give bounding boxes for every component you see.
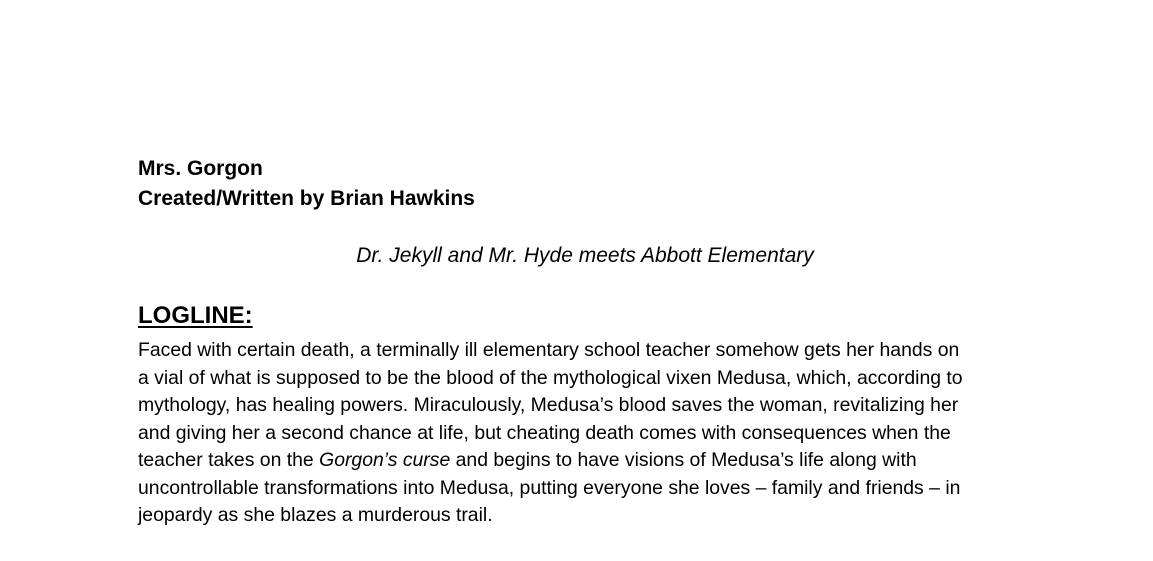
logline-line: mythology, has healing powers. Miraculously, Medusa’s blood saves the woman, revitalizing her — [138, 394, 959, 416]
logline-line: a vial of what is supposed to be the blood of the mythological vixen Medusa, which, according to — [138, 366, 963, 389]
logline-emphasis: Gorgon’s curse — [319, 449, 451, 471]
logline-line: jeopardy as she blazes a murderous trail. — [138, 504, 493, 526]
logline-line — [138, 447, 1038, 475]
document-title: Mrs. Gorgon — [138, 157, 263, 180]
logline-text: teacher takes on the — [138, 449, 320, 471]
logline-paragraph — [138, 337, 1038, 530]
tagline: Dr. Jekyll and Mr. Hyde meets Abbott Elementary — [356, 244, 814, 267]
title-block — [138, 154, 475, 214]
logline-line: Faced with certain death, a terminally ill elementary school teacher somehow gets her hands on — [138, 339, 960, 361]
logline-line: and giving her a second chance at life, but cheating death comes with consequences when the — [138, 421, 951, 444]
logline-heading: LOGLINE: — [138, 302, 253, 329]
logline-line: uncontrollable transformations into Medusa, putting everyone she loves – family and friends – in — [138, 476, 961, 499]
author-credit: Created/Written by Brian Hawkins — [138, 187, 475, 210]
logline-text: and begins to have visions of Medusa’s life along with — [450, 449, 917, 471]
